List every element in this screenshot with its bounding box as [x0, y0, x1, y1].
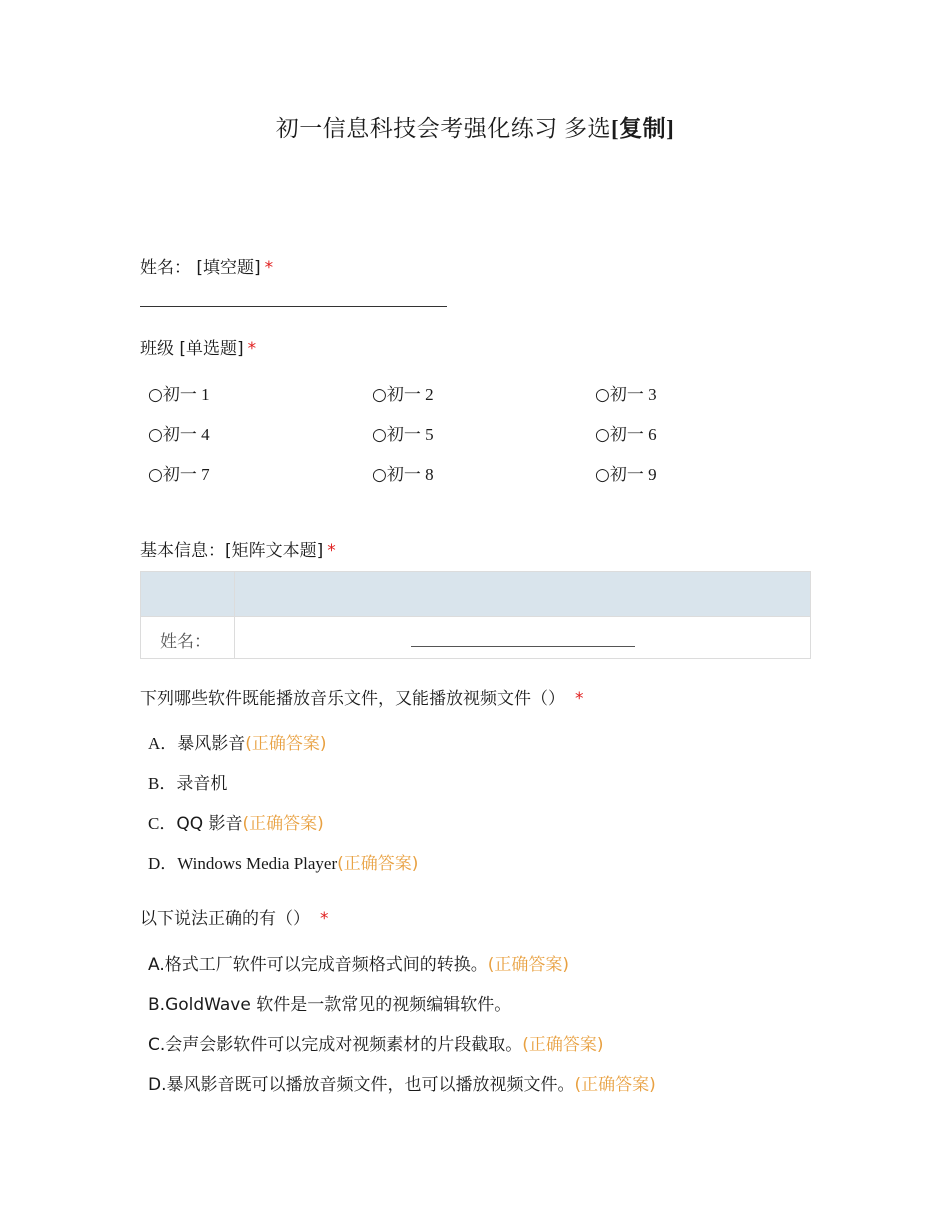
- name-input-line[interactable]: [140, 306, 447, 307]
- required-mark: *: [575, 689, 584, 709]
- required-mark: *: [320, 909, 329, 929]
- statement-option-b[interactable]: B.GoldWave 软件是一款常见的视频编辑软件。: [148, 995, 512, 1015]
- required-mark: *: [247, 339, 257, 359]
- class-option-7[interactable]: ○初一 7: [148, 465, 210, 485]
- correct-answer-tag: (正确答案): [245, 734, 327, 754]
- required-mark: *: [327, 541, 336, 561]
- matrix-table: [140, 571, 811, 659]
- software-option-c[interactable]: C．QQ 影音(正确答案): [148, 814, 324, 834]
- class-option-2[interactable]: ○初一 2: [372, 385, 434, 405]
- software-option-b[interactable]: B．录音机: [148, 774, 228, 794]
- statement-option-a[interactable]: A.格式工厂软件可以完成音频格式间的转换。(正确答案): [148, 955, 569, 975]
- required-mark: *: [264, 258, 274, 278]
- matrix-row-divider: [141, 616, 810, 617]
- class-option-4[interactable]: ○初一 4: [148, 425, 210, 445]
- class-option-6[interactable]: ○初一 6: [595, 425, 657, 445]
- class-option-1[interactable]: ○初一 1: [148, 385, 210, 405]
- matrix-name-input-line[interactable]: [411, 646, 635, 647]
- matrix-header-row: [141, 572, 810, 616]
- correct-answer-tag: (正确答案): [522, 1035, 604, 1055]
- correct-answer-tag: (正确答案): [242, 814, 324, 834]
- title-suffix: [复制]: [610, 116, 675, 141]
- statement-option-c[interactable]: C.会声会影软件可以完成对视频素材的片段截取。(正确答案): [148, 1035, 604, 1055]
- correct-answer-tag: (正确答案): [337, 854, 419, 874]
- statement-option-d[interactable]: D.暴风影音既可以播放音频文件，也可以播放视频文件。(正确答案): [148, 1075, 656, 1095]
- question-software-label: 下列哪些软件既能播放音乐文件，又能播放视频文件（） *: [140, 689, 584, 709]
- software-option-a[interactable]: A．暴风影音(正确答案): [148, 734, 327, 754]
- class-option-8[interactable]: ○初一 8: [372, 465, 434, 485]
- matrix-row-label: 姓名：: [160, 632, 211, 652]
- class-option-3[interactable]: ○初一 3: [595, 385, 657, 405]
- question-class-label: 班级 [单选题] *: [140, 339, 257, 359]
- question-statements-label: 以下说法正确的有（） *: [140, 909, 329, 929]
- correct-answer-tag: (正确答案): [487, 955, 569, 975]
- question-name-label: 姓名： [填空题] *: [140, 258, 274, 278]
- correct-answer-tag: (正确答案): [574, 1075, 656, 1095]
- question-basic-info-label: 基本信息：[矩阵文本题] *: [140, 541, 336, 561]
- title-main: 初一信息科技会考强化练习 多选: [275, 116, 611, 141]
- class-option-5[interactable]: ○初一 5: [372, 425, 434, 445]
- matrix-column-divider: [234, 572, 235, 658]
- page-title: [0, 110, 950, 143]
- software-option-d[interactable]: D．Windows Media Player(正确答案): [148, 854, 419, 874]
- class-option-9[interactable]: ○初一 9: [595, 465, 657, 485]
